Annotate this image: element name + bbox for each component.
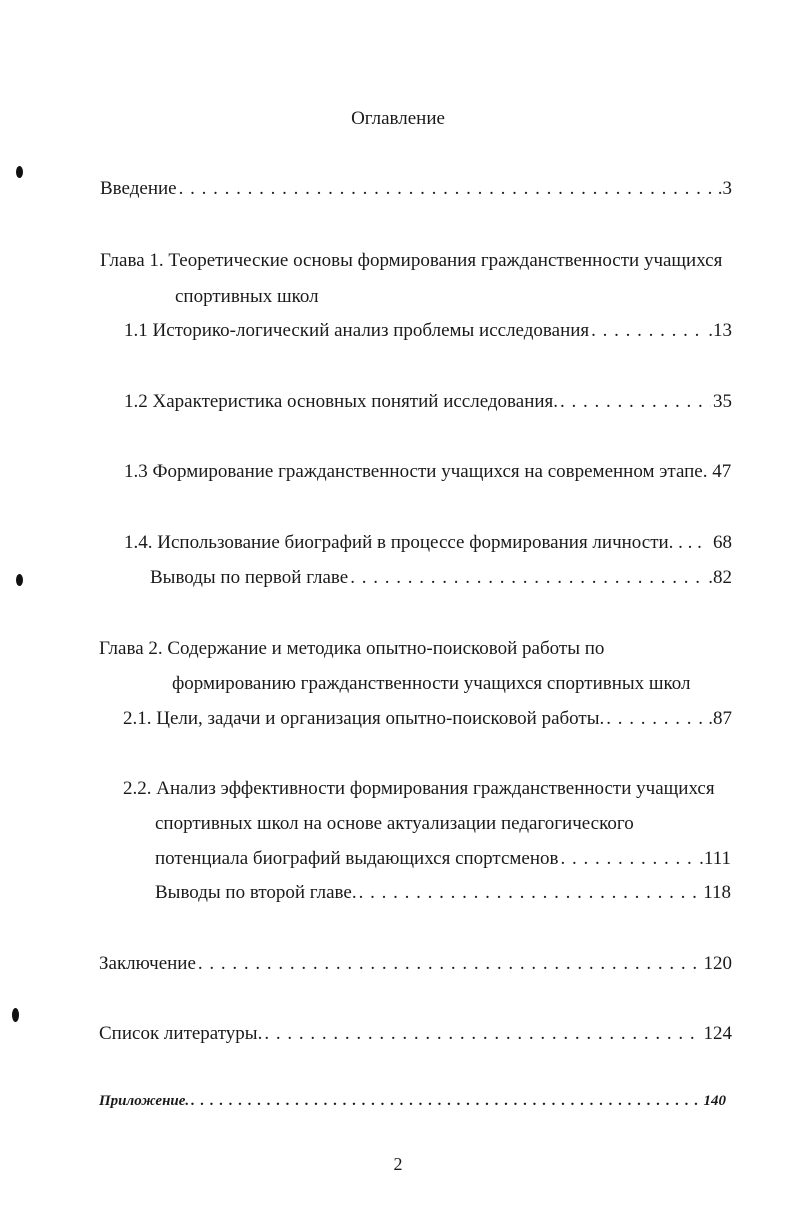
toc-entry-conclusions-1: [150, 565, 732, 591]
toc-entry-2-2-line-2: спортивных школ на основе актуализации педагогического: [155, 813, 634, 834]
dot-leader: [191, 1088, 701, 1114]
toc-entry-page: 120: [703, 953, 732, 974]
scan-speck: [16, 166, 23, 178]
dot-leader: [179, 176, 716, 202]
dot-leader: [606, 706, 706, 732]
scan-speck: [16, 574, 23, 586]
toc-entry-references: [99, 1021, 732, 1047]
toc-entry-page: .3: [717, 178, 732, 199]
dot-leader: [359, 880, 702, 906]
chapter-2-title-line-1: Глава 2. Содержание и методика опытно-поисковой работы по: [99, 638, 605, 659]
toc-entry-label: 1.2 Характеристика основных понятий исследования.: [124, 391, 559, 412]
scan-speck: [12, 1008, 19, 1022]
toc-entry-page: .111: [699, 848, 731, 869]
toc-entry-label: 1.4. Использование биографий в процессе формирования личности. . . .: [124, 532, 702, 553]
toc-entry-1-4: [124, 530, 732, 556]
toc-entry-page: 124: [703, 1023, 732, 1044]
toc-entry-intro: [100, 176, 732, 202]
dot-leader: [198, 951, 702, 977]
toc-entry-label: Выводы по второй главе.: [155, 882, 357, 903]
toc-entry-label: Список литературы.: [99, 1023, 263, 1044]
dot-leader: [264, 1021, 701, 1047]
chapter-2-title-line-2: формированию гражданственности учащихся спортивных школ: [172, 673, 691, 694]
toc-entry-label: Введение: [100, 178, 177, 199]
dot-leader: [591, 318, 706, 344]
toc-entry-page: 140: [703, 1093, 726, 1109]
dot-leader: [561, 846, 698, 872]
toc-entry-2-2-line-1: 2.2. Анализ эффективности формирования гражданственности учащихся: [123, 778, 715, 799]
chapter-1-title-line-1: Глава 1. Теоретические основы формирования гражданственности учащихся: [100, 250, 723, 271]
toc-entry-page: .87: [708, 708, 732, 729]
dot-leader: [350, 565, 706, 591]
toc-entry-label: Приложение.: [99, 1093, 190, 1109]
page-number: 2: [393, 1154, 403, 1174]
chapter-1-title-line-2: спортивных школ: [175, 286, 319, 307]
toc-entry-conclusions-2: [155, 880, 731, 906]
toc-entry-label: Заключение: [99, 953, 196, 974]
toc-entry-conclusion: [99, 951, 732, 977]
toc-entry-label: потенциала биографий выдающихся спортсменов: [155, 848, 559, 869]
dot-leader: [560, 389, 711, 415]
toc-entry-1-3: 1.3 Формирование гражданственности учащихся на современном этапе. 47: [124, 461, 732, 482]
toc-entry-page: 68: [713, 532, 732, 553]
toc-entry-2-2-line-3: [155, 846, 731, 872]
toc-entry-1-1: [124, 318, 732, 344]
toc-entry-page: 118: [703, 882, 731, 903]
toc-entry-label: Выводы по первой главе: [150, 567, 349, 588]
toc-entry-2-1: [123, 706, 732, 732]
toc-entry-label: 2.1. Цели, задачи и организация опытно-поисковой работы.: [123, 708, 605, 729]
toc-entry-1-2: [124, 389, 732, 415]
toc-title: Оглавление: [351, 108, 445, 129]
toc-entry-page: 35: [713, 391, 732, 412]
toc-entry-label: 1.1 Историко-логический анализ проблемы исследования: [124, 320, 590, 341]
toc-entry-page: .13: [708, 320, 732, 341]
toc-entry-page: .82: [708, 567, 732, 588]
toc-entry-appendix: [99, 1088, 726, 1114]
